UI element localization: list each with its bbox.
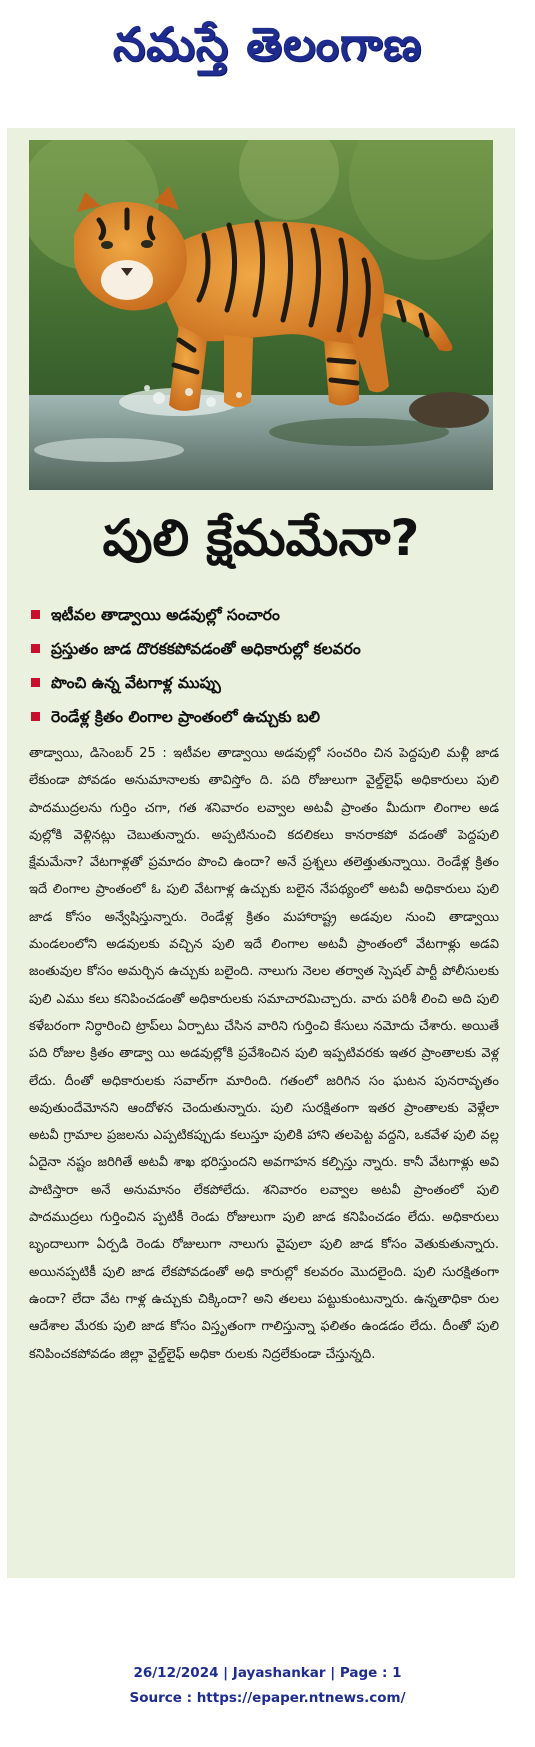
headline: పులి క్షేమమేనా? — [102, 509, 420, 567]
footer-source-link[interactable]: Source : https://epaper.ntnews.com/ — [129, 1690, 406, 1706]
highlight-item — [31, 632, 501, 666]
tiger-photo — [29, 140, 493, 490]
highlight-text: పొంచి ఉన్న వేటగాళ్ల ముప్పు — [51, 674, 221, 692]
highlight-list — [31, 598, 501, 734]
article-body: తాడ్వాయి, డిసెంబర్ 25 : ఇటీవల తాడ్వాయి అడవుల్లో సంచరిం చిన పెద్దపులి మళ్లీ జాడ లేకుండా పోవడం అనుమానాలకు తావిస్తోం ది. పది రోజులుగా వైల్డ్‌లైఫ్ అధికారులు పులి పాదముద్రలను గుర్తిం చగా, గత శనివారం లవ్వాల అటవీ ప్రాంతం మీదుగా లింగాల అడ వుల్లోకి వెళ్లినట్లు చెబుతున్నారు. అప్పటినుంచి కదలికలు కానరాకపో వడంతో పెద్దపులి క్షేమమేనా? వేటగాళ్లతో ప్రమాదం పొంచి ఉందా? అనే ప్రశ్నలు తలెత్తుతున్నాయి. రెండేళ్ల క్రితం ఇదే లింగాల ప్రాంతంలో ఓ పులి వేటగాళ్ల ఉచ్చుకు బలైన నేపథ్యంలో అటవీ అధికారులు పులి జాడ కోసం అన్వేషిస్తున్నారు. రెండేళ్ల క్రితం మహారాష్ట్ర అడవుల నుంచి తాడ్వాయి మండలంలోని అడవులకు వచ్చిన పులి ఇదే లింగాల అటవీ ప్రాంతంలో వేటగాళ్లు అడవి జంతువుల కోసం అమర్చిన ఉచ్చుకు బలైంది. నాలుగు నెలల తర్వాత స్పెషల్ పార్టీ పోలీసులకు పులి ఎము కలు కనిపించడంతో అధికారులకు సమాచారమిచ్చారు. వారు పరిశీ లించి అది పులి కళేబరంగా నిర్ధారించి ట్రాప్‌లు ఏర్పాటు చేసిన వారిని గుర్తించి కేసులు నమోదు చేశారు. అయితే పది రోజుల క్రితం తాడ్వా యి అడవుల్లోకి ప్రవేశించిన పులి ఇప్పటివరకు ఇతర ప్రాంతాలకు వెళ్ల లేదు. దీంతో అధికారులకు సవాల్‌గా మారింది. గతంలో జరిగిన సం ఘటన పునరావృతం అవుతుందేమోనని ఆందోళన చెందుతున్నారు. పులి సురక్షితంగా ఇతర ప్రాంతాలకు వెళ్లేలా అటవీ గ్రామాల ప్రజలను ఎప్పటికప్పుడు కలుస్తూ పులికి హాని తలపెట్ట వద్దని, ఒకవేళ పులి వల్ల ఏదైనా నష్టం జరిగితే అటవీ శాఖ భరిస్తుందని అవగాహన కల్పిస్తు న్నారు. కానీ వేటగాళ్లు అవి పాటిస్తారా అనే అనుమానం లేకపోలేదు. శనివారం లవ్వాల అటవీ ప్రాంతంలో పులి పాదముద్రలు గుర్తించిన ప్పటికీ రెండు రోజులుగా పులి జాడ కనిపించడం లేదు. అధికారులు బృందాలుగా ఏర్పడి రెండు రోజులుగా నాలుగు వైపులా పులి జాడ కోసం వెతుకుతున్నారు. అయినప్పటికీ పులి జాడ లేకపోవడంతో అధి కారుల్లో కలవరం మొదలైంది. పులి సురక్షితంగా ఉందా? లేదా వేట గాళ్ల ఉచ్చుకు చిక్కిందా? అని తలలు పట్టుకుంటున్నారు. ఉన్నతాధికా రుల ఆదేశాల మేరకు పులి జాడ కోసం విస్తృతంగా గాలిస్తున్నా ఫలితం ఉండడం లేదు. దీంతో పులి కనిపించకపోవడం జిల్లా వైల్డ్‌లైఫ్ అధికా రులకు నిద్రలేకుండా చేస్తున్నది. — [29, 746, 499, 1362]
highlight-text: రెండేళ్ల క్రితం లింగాల ప్రాంతంలో ఉచ్చుకు బలి — [51, 708, 320, 726]
highlight-item — [31, 700, 501, 734]
red-square-bullet-icon — [31, 610, 40, 619]
highlight-item — [31, 666, 501, 700]
highlight-text: ప్రస్తుతం జాడ దొరకకపోవడంతో అధికారుల్లో కలవరం — [51, 640, 361, 658]
highlight-item — [31, 598, 501, 632]
newspaper-logo: నమస్తే తెలంగాణ — [112, 17, 423, 71]
tiger-photo-image — [29, 140, 493, 490]
highlight-text: ఇటీవల తాడ్వాయి అడవుల్లో సంచారం — [51, 606, 280, 624]
red-square-bullet-icon — [31, 644, 40, 653]
news-clipping — [7, 128, 515, 1578]
masthead — [0, 0, 535, 100]
red-square-bullet-icon — [31, 678, 40, 687]
footer-date-edition: 26/12/2024 | Jayashankar | Page : 1 — [133, 1665, 402, 1681]
red-square-bullet-icon — [31, 712, 40, 721]
